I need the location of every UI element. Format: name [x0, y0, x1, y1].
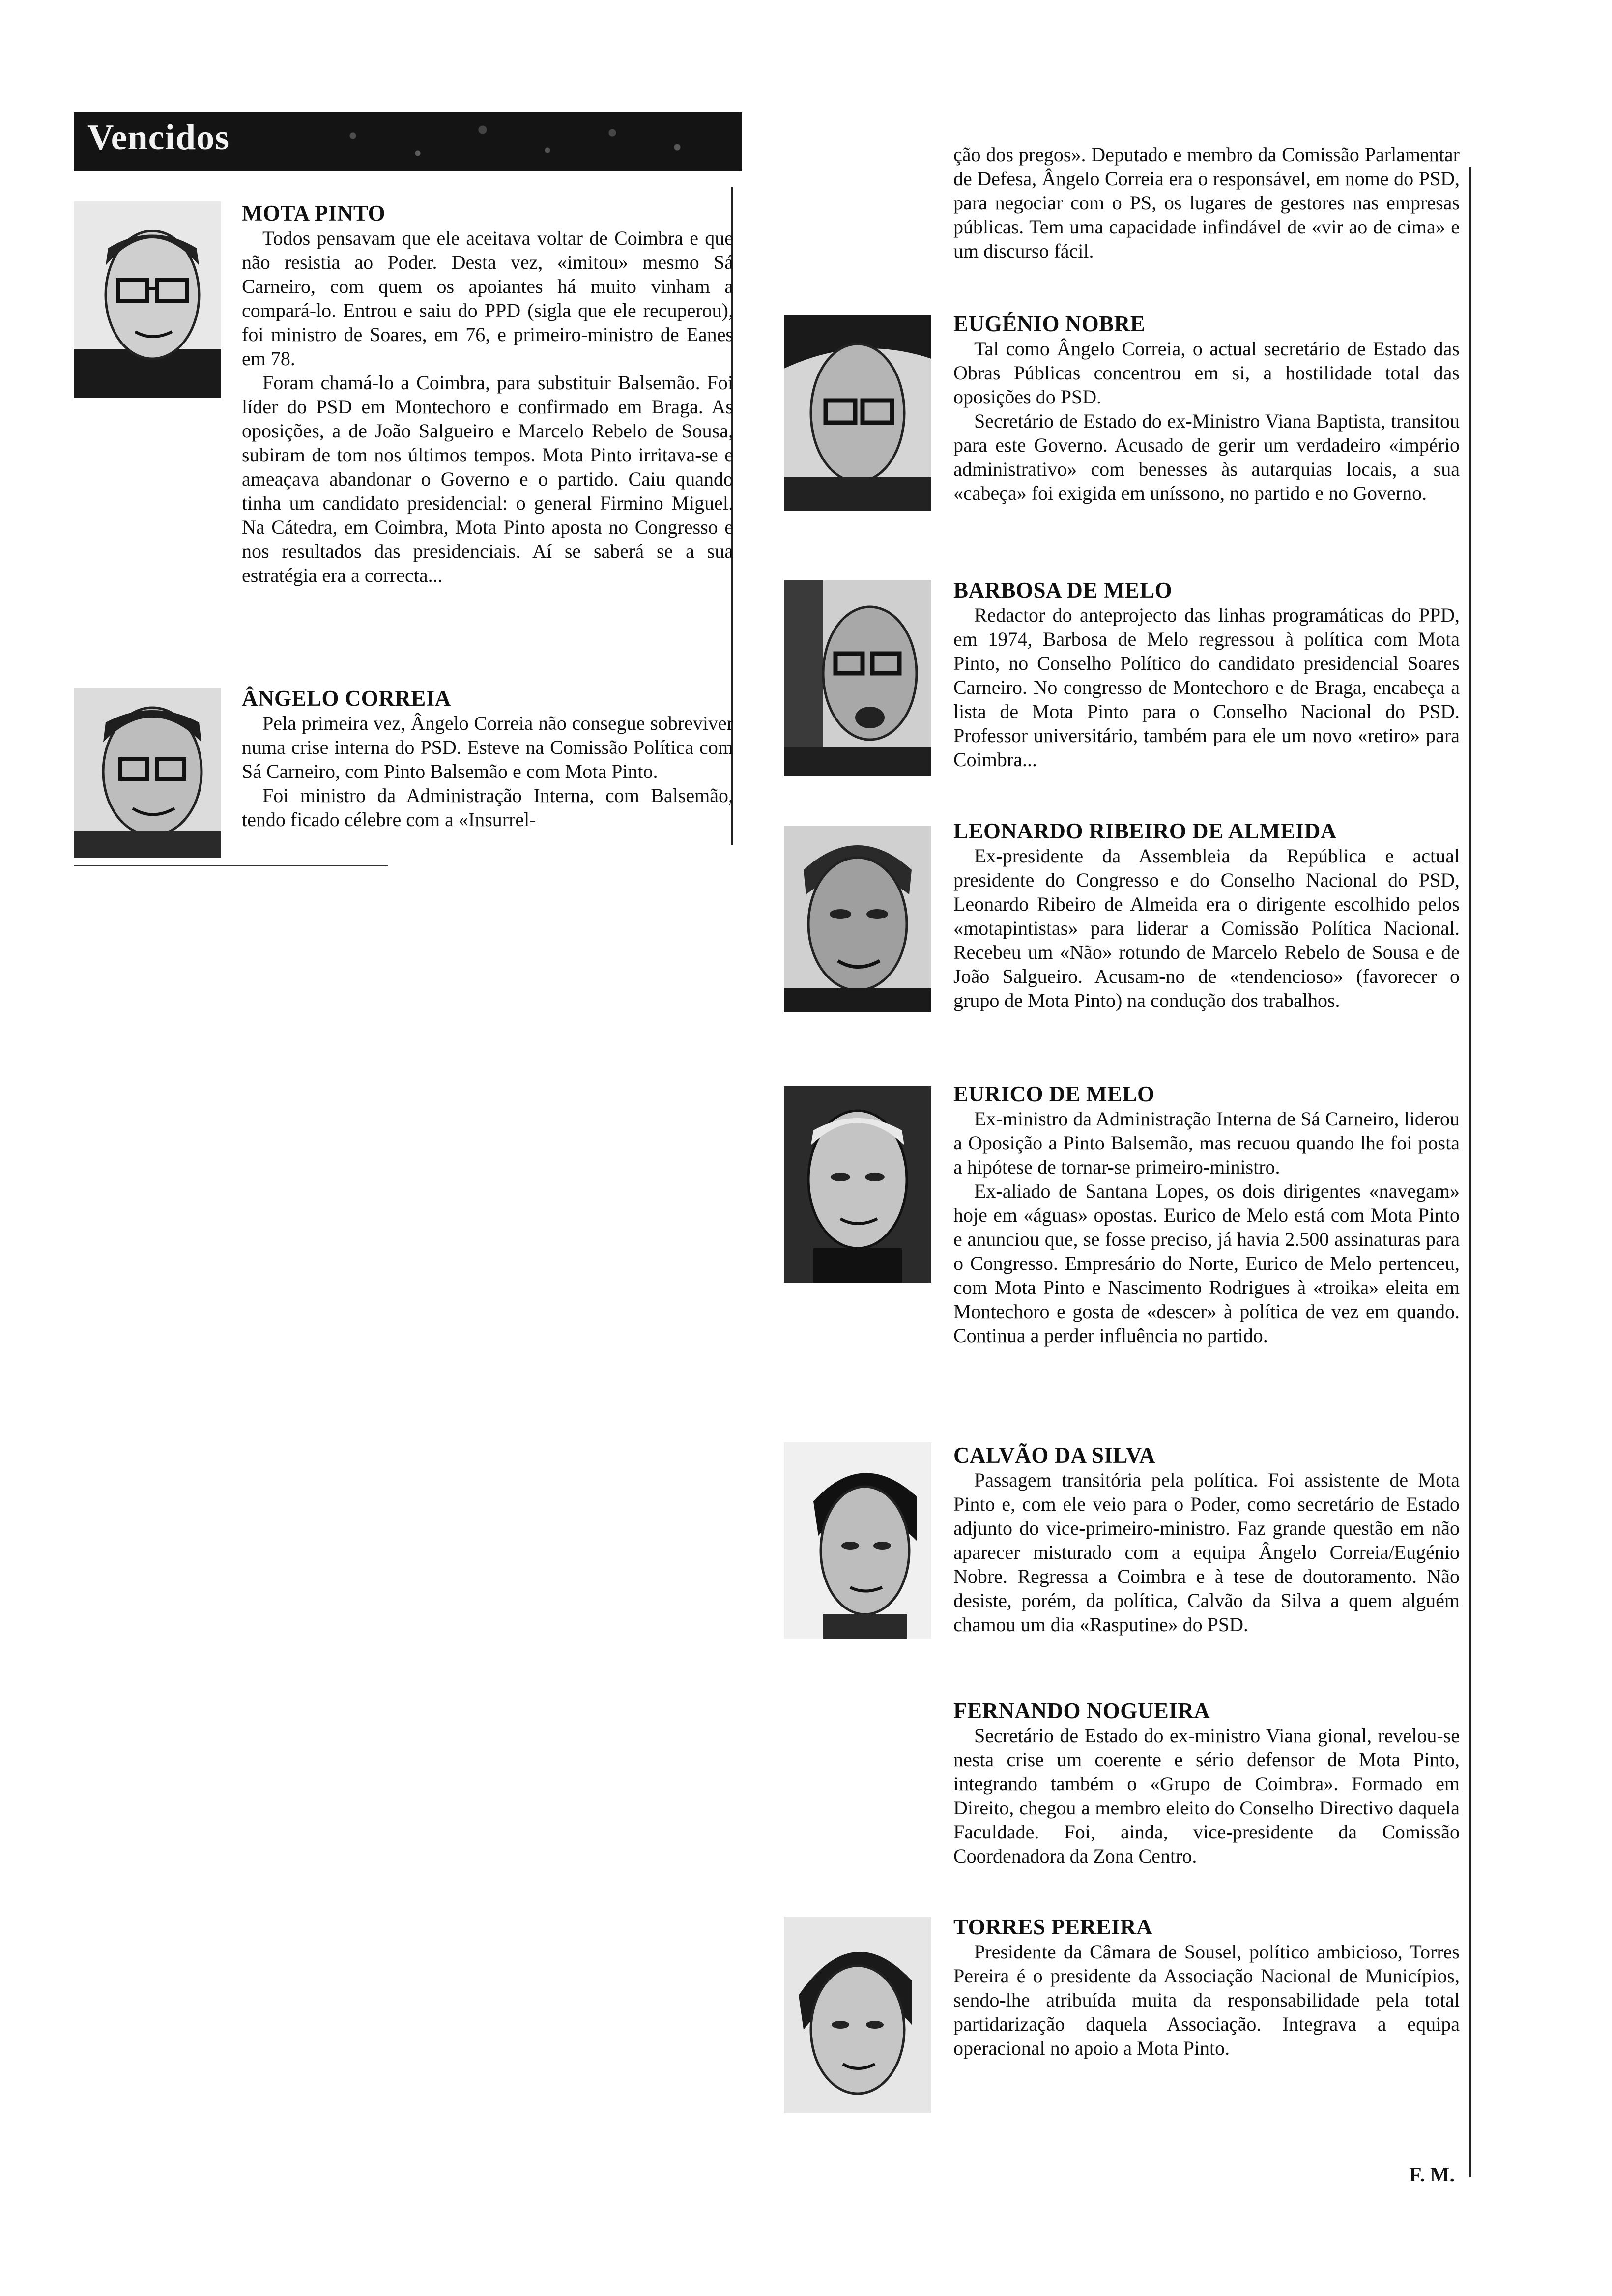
- section-title: Vencidos: [87, 117, 230, 158]
- entry-paragraph: Ex-ministro da Administração Interna de Sá Carneiro, liderou a Oposição a Pinto Balsemão, mas recuou quando lhe foi posta a hipótese de tornar-se primeiro-ministro.: [953, 1108, 1460, 1178]
- entry-fernando-nogueira: [953, 1698, 1460, 1868]
- entry-name: EUGÉNIO NOBRE: [953, 312, 1146, 336]
- entry-name: MOTA PINTO: [242, 201, 386, 226]
- entry-continuation: [953, 143, 1460, 263]
- portrait-angelo-correia: [74, 688, 221, 858]
- section-header: [74, 112, 742, 171]
- entry-eugenio-nobre: [953, 311, 1460, 505]
- portrait-eugenio-nobre: [784, 315, 931, 511]
- entry-name: LEONARDO RIBEIRO DE ALMEIDA: [953, 819, 1337, 843]
- entry-name: CALVÃO DA SILVA: [953, 1443, 1156, 1467]
- portrait-calvao-da-silva: [784, 1442, 931, 1639]
- entry-name: EURICO DE MELO: [953, 1082, 1155, 1106]
- entry-paragraph: Pela primeira vez, Ângelo Correia não conseguе sobreviver numa crise interna do PSD. Esteve na Comissão Política com Sá Carneiro, com Pinto Balsemão e com Mota Pinto.: [242, 712, 733, 782]
- entry-name: TORRES PEREIRA: [953, 1915, 1153, 1939]
- entry-name: BARBOSA DE MELO: [953, 578, 1173, 603]
- entry-calvao-da-silva: [953, 1442, 1460, 1636]
- entry-paragraph: Ex-aliado de Santana Lopes, os dois dirigentes «navegam» hoje em «águas» opostas. Eurico de Melo está com Mota Pinto e anunciou que, se fosse preciso, já havia 2.500 assinaturas para o Congresso. Empresário do Norte, Eurico de Melo pertenceu, com Mota Pinto e Nascimento Rodrigues à «troika» eleita em Montechoro e gosta de «descer» à política de vez em quando. Continua a perder influência no partido.: [953, 1180, 1460, 1347]
- entry-torres-pereira: [953, 1914, 1460, 2060]
- portrait-leonardo-ribeiro-de-almeida: [784, 826, 931, 1012]
- entry-barbosa-de-melo: [953, 577, 1460, 772]
- entry-paragraph: Presidente da Câmara de Sousel, político ambicioso, Torres Pereira é o presidente da Associação Nacional de Municípios, sendo-lhe atribuída muita da responsabilidade pela total partidarização daquela Associação. Integrava a equipa operacional no apoio a Mota Pinto.: [953, 1941, 1460, 2059]
- entry-angelo-correia: [242, 686, 733, 832]
- entry-paragraph: Redactor do anteprojecto das linhas programáticas do PPD, em 1974, Barbosa de Melo regressou à política com Mota Pinto, no Conselho Político do candidato presidencial Soares Carneiro. No congresso de Montechoro e de Braga, encabeça a lista de Mota Pinto para o Conselho Nacional do PSD. Professor universitário, também para ele um novo «retiro» para Coimbra...: [953, 604, 1460, 771]
- entry-paragraph: Passagem transitória pela política. Foi assistente de Mota Pinto e, com ele veio para o Poder, como secretário de Estado adjunto do vice-primeiro-ministro. Faz grande questão em não aparecer misturado com a equipa Ângelo Correia/Eugénio Nobre. Regressa a Coimbra e à tese de doutoramento. Não desiste, porém, da política, Calvão da Silva a quem alguém chamou um dia «Rasputine» do PSD.: [953, 1469, 1460, 1636]
- author-signature: F. M.: [1409, 2164, 1455, 2186]
- entry-paragraph: Tal como Ângelo Correia, o actual secretário de Estado das Obras Públicas concentrou em si, a hostilidade total das oposições do PSD.: [953, 338, 1460, 408]
- entry-paragraph: Secretário de Estado do ex-ministro Viana gional, revelou-se nesta crise um coerente e sério defensor de Mota Pinto, integrando também o «Grupo de Coimbra». Formado em Direito, chegou a membro eleito do Conselho Directivo daquela Faculdade. Foi, ainda, vice-presidente da Comissão Coordenadora da Zona Centro.: [953, 1724, 1460, 1867]
- entry-paragraph: ção dos pregos». Deputado e membro da Comissão Parlamentar de Defesa, Ângelo Correia era o responsável, em nome do PSD, para negociar com o PS, os lugares de gestores nas empresas públicas. Tem uma capacidade infindável de «vir ao de cima» e um discurso fácil.: [953, 144, 1460, 262]
- portrait-mota-pinto: [74, 201, 221, 398]
- header-texture: [310, 112, 742, 171]
- column-rule-right: [1469, 167, 1471, 2177]
- portrait-barbosa-de-melo: [784, 580, 931, 776]
- entry-paragraph: Foi ministro da Administração Interna, com Balsemão, tendo ficado célebre com a «Insurrel-: [242, 784, 733, 831]
- entry-name: ÂNGELO CORREIA: [242, 686, 451, 711]
- entry-paragraph: Ex-presidente da Assembleia da República e actual presidente do Congresso e do Conselho Nacional do PSD, Leonardo Ribeiro de Almeida era o dirigente escolhido pelos «motapintistas» para liderar a Comissão Política Nacional. Recebeu um «Não» rotundo de Marcelo Rebelo de Sousa e de João Salgueiro. Acusam-no de «tendencioso» (favorecer o grupo de Mota Pinto) na condução dos trabalhos.: [953, 845, 1460, 1011]
- entry-paragraph: Foram chamá-lo a Coimbra, para substituir Balsemão. Foi líder do PSD em Montechoro e confirmado em Braga. As oposições, a de João Salgueiro e Marcelo Rebelo de Sousa, subiram de tom nos últimos tempos. Mota Pinto irritava-se e ameaçava abandonar o Governo e o partido. Caiu quando tinha um candidato presidencial: o general Firmino Miguel. Na Cátedra, em Coimbra, Mota Pinto aposta no Congresso e nos resultados das presidenciais. Aí se saberá se a sua estratégia era a correcta...: [242, 372, 733, 586]
- entry-leonardo-ribeiro-de-almeida: [953, 818, 1460, 1012]
- left-column-end-rule: [74, 865, 388, 866]
- entry-name: FERNANDO NOGUEIRA: [953, 1698, 1210, 1723]
- portrait-torres-pereira: [784, 1917, 931, 2113]
- entry-eurico-de-melo: [953, 1081, 1460, 1348]
- entry-paragraph: Secretário de Estado do ex-Ministro Viana Baptista, transitou para este Governo. Acusado de gerir um verdadeiro «império administrativo» com benesses às autarquias locais, a sua «cabeça» foi exigida em uníssono, no partido e no Governo.: [953, 410, 1460, 504]
- entry-mota-pinto: [242, 201, 733, 587]
- portrait-eurico-de-melo: [784, 1086, 931, 1283]
- entry-paragraph: Todos pensavam que ele aceitava voltar de Coimbra e que não resistia ao Poder. Desta vez, «imitou» mesmo Sá Carneiro, com quem os apoiantes há muito vinham a compará-lo. Entrou e saiu do PPD (sigla que ele recuperou), foi ministro de Soares, em 76, e primeiro-ministro de Eanes em 78.: [242, 227, 733, 370]
